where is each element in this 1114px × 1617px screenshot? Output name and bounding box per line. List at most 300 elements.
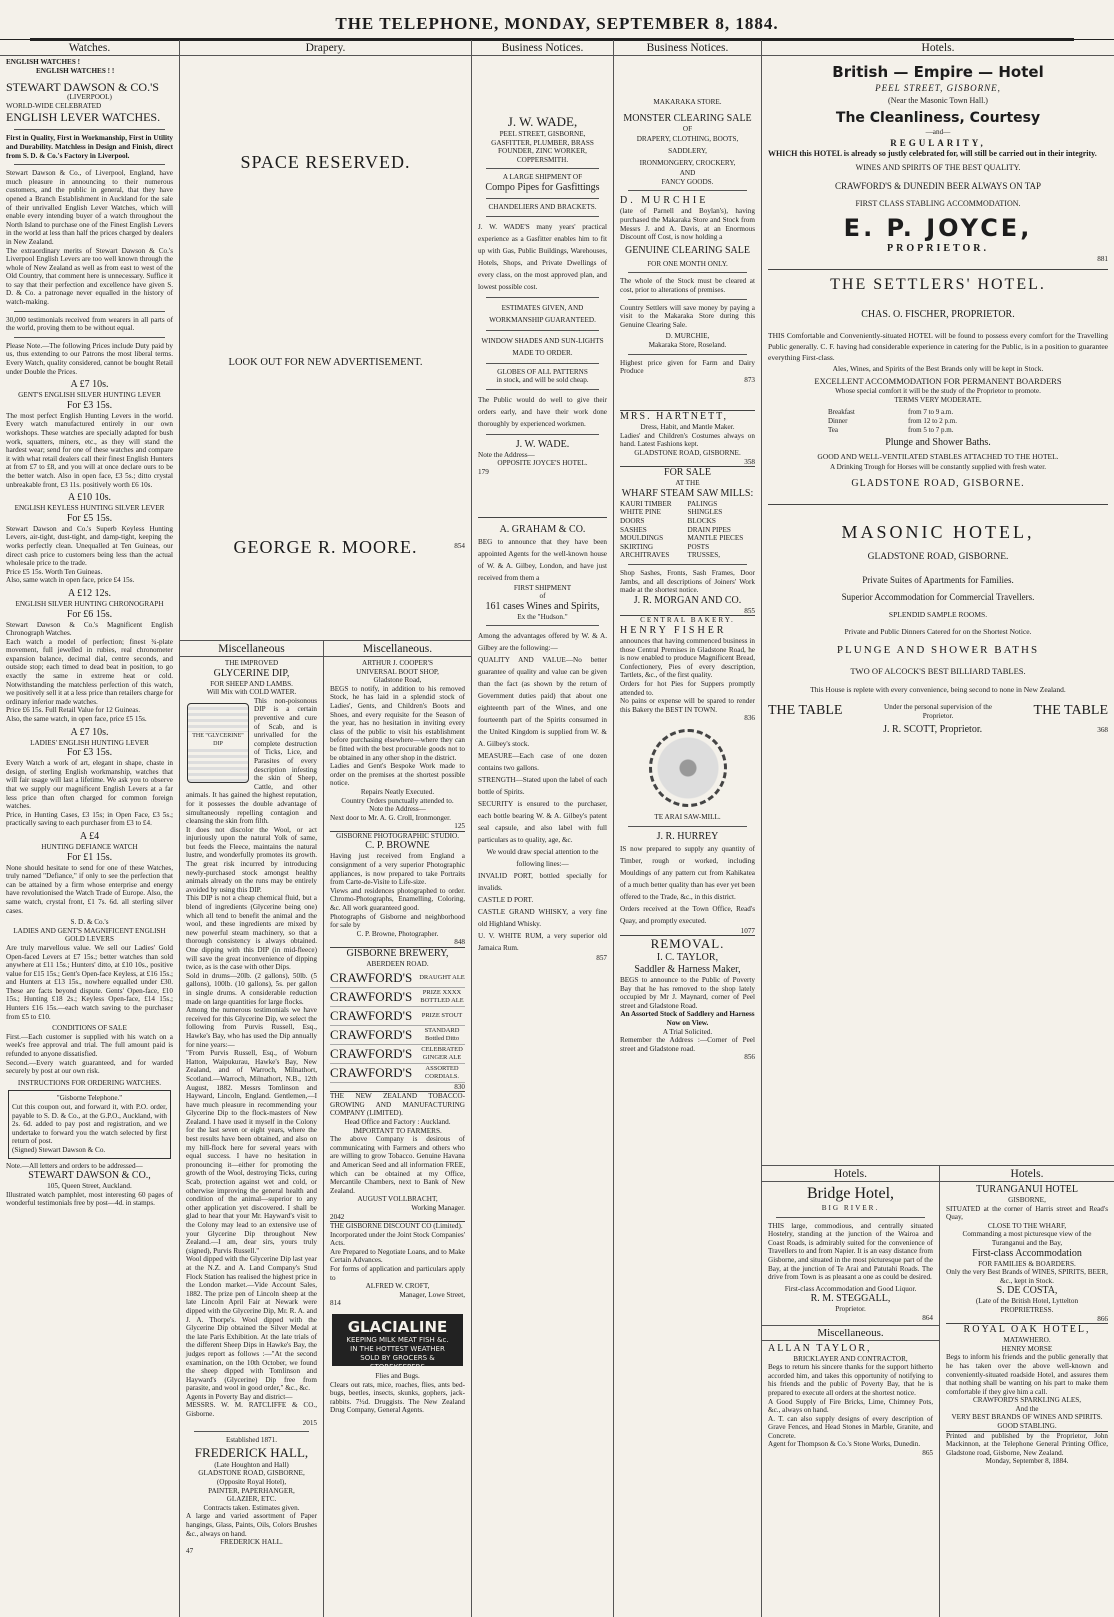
bh-4: First-class Accommodation and Good Liquor. <box>784 1284 917 1293</box>
watches-p6: Stewart Dawson and Co.'s Superb Keyless Hunting Levers, air-tight, dust-tight, and damp-tight, keeping the works perfectly clean. Unequalled at Ten Guineas, our direct cash price to customers being less than the actual wholesale price to the trade. <box>6 524 173 568</box>
ht-4: GLADSTONE ROAD, GISBORNE. <box>634 449 741 458</box>
at-num: 865 <box>922 1449 933 1458</box>
be-8: WINES AND SPIRITS OF THE BEST QUALITY. <box>855 162 1021 172</box>
ht-num: 358 <box>744 457 755 466</box>
watches-for1: For £3 15s. <box>66 399 113 411</box>
timber-item: ARCHITRAVES <box>620 551 670 560</box>
ro-5: CRAWFORD'S SPARKLING ALES, <box>972 1396 1082 1405</box>
beer-name: CRAWFORD'S <box>330 1026 413 1042</box>
cb-2: HENRY FISHER <box>620 624 727 636</box>
coupon-sig: (Signed) Stewart Dawson & Co. <box>12 1145 106 1154</box>
beer-name: CRAWFORD'S <box>330 988 413 1004</box>
be-6: REGULARITY, <box>890 137 986 148</box>
gly-t4: Will Mix with COLD WATER. <box>206 688 297 697</box>
timber-item: WHITE PINE <box>620 508 661 517</box>
meal-time: from 7 to 9 a.m. <box>908 408 954 417</box>
at-3: Begs to return his sincere thanks for the support hitherto accorded him, and takes this opportunity of notifying to his friends and the public of Poverty Bay, that he is prepared to execute all orders at the shortest notice. <box>768 1363 933 1397</box>
mk-1: MAKARAKA STORE. <box>653 98 722 106</box>
watches-p1: Stewart Dawson & Co., of Liverpool, England, have much pleasure in announcing to their numerous customers, and the public in general, that they have opened a Branch Establishment in Auckland for the sale of their unrivalled English Lever Watches, which will enable every intending buyer of a watch throughout the North Island to purchase one of the Finest English Levers in the world at less than half the prices charged by dealers in New Zealand. <box>6 169 173 246</box>
graham-g2: BEG to announce that they have been appointed Agents for the well-known house of W. & A. Gilbey, London, and have just received from them a <box>478 537 607 582</box>
watches-pamph: Illustrated watch pamphlet, most interesting 60 pages of wonderful testimonials free by post—4d. in stamps. <box>6 1190 173 1208</box>
sub2-head: Hotels. <box>940 1166 1114 1182</box>
timber-item: PALINGS <box>687 499 718 508</box>
watches-column-head: Watches. <box>0 40 179 56</box>
wade-l16: OPPOSITE JOYCE'S HOTEL. <box>497 459 588 468</box>
mk-15: D. MURCHIE, <box>665 332 710 341</box>
timber-row <box>620 508 755 517</box>
watches-p9: Every Watch a work of art, elegant in shape, chaste in design, of sterling English workmanship, watches that will fair usage will last a lifetime. We ask you to observe that we supply our magnificent English Levers at a far less price than often charged for common foreign watches. <box>6 759 173 811</box>
hotels-top <box>762 56 1114 737</box>
wade-l6: Compo Pipes for Gasfittings <box>485 181 600 193</box>
watches-h2: ENGLISH WATCHES ! ! <box>36 66 115 75</box>
mk-8: FANCY GOODS. <box>661 177 714 186</box>
graham-g4: of <box>539 592 546 601</box>
ro-4: Begs to inform his friends and the public generally that he has taken over the above well-known and conveniently-situated roadside Hotel, and assures them that nothing shall be wanting on his part to make them comfortable if they give him a call. <box>946 1353 1108 1396</box>
timber-row <box>620 526 755 535</box>
ms-1: MASONIC HOTEL, <box>841 521 1035 542</box>
mk-num: 873 <box>744 375 755 384</box>
ro-7: VERY BEST BRANDS OF WINES AND SPIRITS. <box>951 1413 1103 1422</box>
ms-10: THE TABLE <box>768 703 843 719</box>
beer-row <box>330 1026 465 1045</box>
saw-3: IS now prepared to supply any quantity of Timber, rough or worked, including Mouldings of any pattern cut from Kahikatea of a much better quality than has ever yet been offered to the Trade, &c., in this district. <box>620 844 755 901</box>
saw-num: 1077 <box>740 926 755 935</box>
beer-kind: ASSORTED CORDIALS. <box>424 1064 460 1080</box>
watches-addr2: 105, Queen Street, Auckland. <box>47 1182 132 1191</box>
gly-agents: Agents in Poverty Bay and district— <box>186 1392 293 1401</box>
st-7: TERMS VERY MODERATE. <box>894 395 982 404</box>
saw-2: J. R. HURREY <box>656 830 719 842</box>
saw-4: Orders received at the Town Office, Read's Quay, and promptly executed. <box>620 904 755 925</box>
mk-9: D. MURCHIE <box>620 195 709 207</box>
rm-4: BEGS to announce to the Public of Poverty Bay that he has removed to the shop lately occupied by Mr J. Maynard, corner of Peel street and Gladstone Road. <box>620 976 755 1010</box>
meal-name: Tea <box>828 426 839 435</box>
ro-2: MATAWHERO. <box>1003 1336 1051 1345</box>
ms-12: THE TABLE <box>1033 703 1108 719</box>
ms-4: Superior Accommodation for Commercial Travellers. <box>841 591 1035 602</box>
at-4: A Good Supply of Fire Bricks, Lime, Chimney Pots, &c., always on hand. <box>768 1397 933 1415</box>
tu-9: S. DE COSTA, <box>996 1285 1058 1297</box>
ac-8: Note the Address— <box>369 805 426 814</box>
st-3: THIS Comfortable and Conveniently-situated HOTEL will be found to possess every comfort for the Travelling Public generally. C. F. having had considerable experience in catering for the Public, is in a position to guarantee everything First-class. <box>768 331 1108 363</box>
fs-1: FOR SALE <box>664 467 711 479</box>
mk-11: GENUINE CLEARING SALE <box>625 244 750 256</box>
ms-2: GLADSTONE ROAD, GISBORNE. <box>867 551 1009 562</box>
imprint-date: Monday, September 8, 1884. <box>985 1457 1069 1466</box>
be-1: British — Empire — Hotel <box>832 63 1044 81</box>
graham-g12: We would draw special attention to the following lines:— <box>486 848 599 869</box>
timber-item: MANTLE PIECES <box>687 534 744 543</box>
ms-table-row <box>768 703 1108 720</box>
beer-row <box>330 1007 465 1026</box>
ph-6: C. P. Browne, Photographer. <box>356 929 439 938</box>
watches-price5: A £4 <box>79 830 100 842</box>
timber-row <box>620 534 755 543</box>
misc1-head: Miscellaneous <box>180 641 323 657</box>
fh-est: Established 1871. <box>225 1436 278 1445</box>
wade-l10: WINDOW SHADES AND SUN-LIGHTS MADE TO ORDER. <box>481 336 604 357</box>
business1-head: Business Notices. <box>472 40 613 56</box>
watches-coupon <box>8 1090 171 1158</box>
bh-1: Bridge Hotel, <box>806 1185 895 1202</box>
mk-4: DRAPERY, CLOTHING, BOOTS, <box>636 135 739 144</box>
flies-2: Clears out rats, mice, roaches, flies, ants bed-bugs, beetles, insects, skunks, gophers, jack-rabbits. 7½d. Druggists. The New Zealand Drug Company, General Agents. <box>330 1380 465 1415</box>
ac-1: ARTHUR J. COOPER'S <box>362 659 433 667</box>
watches-price3: A £12 12s. <box>67 587 112 599</box>
ro-6: And the <box>1015 1404 1039 1413</box>
mk-12: FOR ONE MONTH ONLY. <box>647 259 728 268</box>
beer-name: CRAWFORD'S <box>330 1064 413 1080</box>
be-2: PEEL STREET, GISBORNE, <box>875 83 1001 93</box>
ac-num: 125 <box>454 822 465 831</box>
beer-row <box>330 1064 465 1083</box>
be-10: FIRST CLASS STABLING ACCOMMODATION. <box>855 198 1021 208</box>
watches-firm: STEWART DAWSON & CO.'S <box>6 80 159 95</box>
watches-name2: ENGLISH KEYLESS HUNTING SILVER LEVER <box>14 504 165 513</box>
masthead <box>0 0 1114 40</box>
mk-7: AND <box>679 169 696 178</box>
at-2: BRICKLAYER AND CONTRACTOR, <box>793 1354 908 1363</box>
st-4: Ales, Wines, and Spirits of the Best Brands only will be kept in Stock. <box>832 364 1044 374</box>
fs-5: J. R. MORGAN AND CO. <box>633 594 742 606</box>
st-1: THE SETTLERS' HOTEL. <box>830 276 1046 294</box>
watches-price4: A £7 10s. <box>70 726 109 738</box>
timber-item: KAURI TIMBER <box>620 499 672 508</box>
watches-p6c: Also, same watch in open face, price £4 15s. <box>6 576 135 585</box>
flies-1: Flies and Bugs. <box>375 1372 420 1381</box>
graham-g13: INVALID PORT, bottled specially for invalids. <box>478 872 607 893</box>
wade-l3: FOUNDER, ZINC WORKER, <box>498 147 587 156</box>
watches-h1: ENGLISH WATCHES ! <box>6 58 81 66</box>
graham-g3: FIRST SHIPMENT <box>513 583 572 592</box>
watches-p9b: Price, in Hunting Cases, £3 15s; in Open Face, £3 5s.; practically saving to each purchaser from £3 to £4. <box>6 810 173 828</box>
br-num: 830 <box>454 1082 465 1091</box>
graham-g6: Ex the "Hudson." <box>517 612 568 621</box>
st-11: GLADSTONE ROAD, GISBORNE. <box>851 477 1025 489</box>
timber-row <box>620 551 755 560</box>
timber-list <box>620 500 755 560</box>
wade-l7: CHANDELIERS AND BRACKETS. <box>488 202 597 211</box>
brewery-1: GISBORNE BREWERY, <box>346 948 449 959</box>
glycerine-ad <box>180 657 323 1557</box>
ms-8: TWO OF ALCOCK'S BEST BILLIARD TABLES. <box>850 665 1026 676</box>
cb-1: CENTRAL BAKERY. <box>640 616 735 625</box>
ac-3: Gladstone Road, <box>373 676 422 685</box>
wade-l13: The Public would do well to give their orders early, and have their work done thoroughly by experienced workmen. <box>478 395 607 428</box>
watches-p11: Are truly marvellous value. We sell our Ladies' Gold Open-faced Levers at £7 15s.; better watches than sold anywhere at £11 15s.; Hunters' ditto, at £10 10s., positive value for £15 15s.; Gent's Open-face Keyless, at £16 15s.; and Hunters at £13 15s., nowhere equalled under £30. These are facts beyond dispute. Gents' Open-face, £10 15s.; Hunting £18 2s.; Keyless Open-face, £14 15s.; Hunters £16 15s.—each watch saving to the purchaser from £5 to £10. <box>6 943 173 1021</box>
cb-3: announces that having commenced business in those Central Premises in Gladstone Road, he is now enabled to produce Magnificent Bread, Confectionery, Pies of every description, Tartlets, &c., of the first quality. <box>620 636 755 680</box>
tu-10: (Late of the British Hotel, Lyttelton <box>975 1297 1079 1306</box>
watches-price2: A £10 10s. <box>67 492 112 504</box>
graham-g11: SECURITY is ensured to the purchaser, each bottle bearing W. & A. Gilbey's patent seal capsule, and also label with full particulars as to quality, age, &c. <box>478 800 607 845</box>
wade-num: 179 <box>478 467 489 476</box>
watches-addr1: STEWART DAWSON & CO., <box>28 1170 151 1182</box>
at-6: Agent for Thompson & Co.'s Stone Works, Dunedin. <box>768 1440 921 1449</box>
gla-1: GLACIALINE <box>347 1318 448 1337</box>
graham-g15: CASTLE GRAND WHISKY, a very fine old Highland Whisky. <box>478 908 607 929</box>
ms-13: J. R. SCOTT, Proprietor. <box>883 724 983 736</box>
beer-kind: CELEBRATED GINGER ALE <box>421 1045 463 1061</box>
be-9: CRAWFORD'S & DUNEDIN BEER ALWAYS ON TAP <box>834 180 1042 191</box>
ms-11: Under the personal supervision of the Proprietor. <box>884 702 992 720</box>
wade-l9: ESTIMATES GIVEN, AND WORKMANSHIP GUARANTEED. <box>489 303 596 324</box>
watches-celebrated: WORLD-WIDE CELEBRATED <box>6 101 102 110</box>
cb-4: Orders for hot Pies for Suppers promptly attended to. <box>620 679 755 697</box>
watches-p5: The most perfect English Hunting Levers in the world. Every watch manufactured entirely in our own workshops. These watches are specially adapted for bush work, squatters, miners, etc., as they will stand the hardest wear; send for one of these watches and compare it with what retail dealers call their finest English Hunters at from £7 to £8, and you will at once declare ours to be the better watch. Also in open face, £3 5s.; ditto crystal unbreakable front, £3 11s. positively worth £6 10s. <box>6 411 173 489</box>
gly-num: 2015 <box>302 1418 317 1427</box>
fh-road: GLADSTONE ROAD, GISBORNE, <box>198 1469 305 1478</box>
tob-6: Working Manager. <box>411 1203 465 1212</box>
ac-9: Next door to Mr. A. G. Croll, Ironmonger. <box>330 813 451 822</box>
beer-name: CRAWFORD'S <box>330 1045 413 1061</box>
tin-label: THE "GLYCERINE" DIP <box>188 732 248 749</box>
meal-time: from 5 to 7 p.m. <box>908 426 954 435</box>
timber-row <box>620 517 755 526</box>
gly-t1: THE IMPROVED <box>224 659 279 667</box>
wade-name: J. W. WADE, <box>507 114 578 129</box>
ac-6: Repairs Neatly Executed. <box>360 787 435 796</box>
watches-name1: GENT'S ENGLISH SILVER HUNTING LEVER <box>18 391 161 400</box>
space-reserved: SPACE RESERVED. <box>240 152 411 172</box>
watches-price1: A £7 10s. <box>70 379 109 391</box>
beer-name: CRAWFORD'S <box>330 969 413 985</box>
watches-cond: CONDITIONS OF SALE <box>52 1024 127 1033</box>
coupon-head: "Gisborne Telephone." <box>56 1094 123 1103</box>
watches-p8b: Price £6 15s. Full Retail Value for 12 Guineas. <box>6 706 141 715</box>
timber-item: DRAIN PIPES <box>687 525 731 534</box>
graham-num: 857 <box>596 954 607 963</box>
watches-for2: For £5 15s. <box>66 512 113 524</box>
business2-ads <box>614 56 761 1064</box>
wade-l15: Note the Address— <box>478 450 535 459</box>
imprint: Printed and published by the Proprietor, John Mackinnon, at the Telephone General Printing Office, Gladstone road, Gisborne, New Zealand. <box>946 1431 1108 1457</box>
fh-opp: (Opposite Royal Hotel), <box>216 1478 287 1487</box>
wade-l8: J. W. WADE'S many years' practical experience as a Gasfitter enables him to fit up with Gas, Public Buildings, Warehouses, Hotels, Shops, and Private Dwellings of every class, on the most approved plan, and lowest possible cost. <box>478 222 607 291</box>
gly-body3: This DIP is not a cheap chemical fluid, but a blend of ingredients (Glycerine being one) which all tend to benefit the animal and the wool, and these ingredients are mixed by new powerful steam machinery, so that a thorough consistency is always obtained. One dipping with this DIP (in mid-fleece) will save the great inconvenience of dipping twice, as is the case with other Dips. <box>186 894 317 972</box>
gly-t2: GLYCERINE DIP, <box>213 667 290 679</box>
fs-4: Shop Sashes, Fronts, Sash Frames, Door Jambs, and all descriptions of Joiners' Work made at the shortest notice. <box>620 569 755 595</box>
misc2-column <box>324 640 472 1617</box>
rm-7: Remember the Address :—Corner of Peel street and Gladstone road. <box>620 1036 755 1053</box>
hotels-column <box>762 40 1114 1617</box>
ac-2: UNIVERSAL BOOT SHOP, <box>356 667 439 676</box>
business2-column <box>614 40 762 1617</box>
mk-14: Country Settlers will save money by paying a visit to the Makaraka Store during this Genuine Clearing Sale. <box>620 303 755 329</box>
wade-l2: GASFITTER, PLUMBER, BRASS <box>491 138 594 147</box>
tob-4: The above Company is desirous of communicating with Farmers and others who are willing to grow Tobacco. Genuine Havana and American Seed and all information FREE, which can be obtained at my Office, Mercantile Chambers, next to Bank of New Zealand. <box>330 1135 465 1195</box>
st-6: Whose special comfort it will be the study of the Proprietor to promote. <box>835 387 1041 396</box>
ph-4: Views and residences photographed to order. Chromo-Photographs, Enamelling, Coloring, &c. All work guaranteed good. <box>330 886 465 913</box>
rm-5: An Assorted Stock of Saddlery and Harness Now on View. <box>620 1010 755 1028</box>
graham-g8: QUALITY AND VALUE—No better guarantee of quality and value can be given than the fact (as shown by the return of Government duties paid) that about one eighteenth part of the Wines, and one fourteenth part of the Spirits consumed in the United Kingdom is supplied from W. & A. Gilbey's stock. <box>478 656 607 749</box>
graham-g14: CASTLE D PORT. <box>478 896 534 905</box>
fh-glazier: GLAZIER, ETC. <box>226 1495 277 1504</box>
st-8: Plunge and Shower Baths. <box>885 437 991 449</box>
be-4: The Cleanliness, Courtesy <box>835 110 1041 126</box>
watches-name6: LADIES AND GENT'S MAGNIFICENT ENGLISH GOLD LEVERS <box>13 926 166 944</box>
cb-5: No pains or expense will be spared to render this Bakery the BEST IN TOWN. <box>620 697 755 714</box>
watches-quality: First in Quality, First in Workmanship, First in Utility and Durability. Matchless in Design and Finish, direct from S. D. & Co.'s Factory in Liverpool. <box>6 134 173 160</box>
watches-ad <box>0 56 179 1210</box>
watches-lever: ENGLISH LEVER WATCHES. <box>6 110 161 125</box>
fs-num: 855 <box>744 606 755 615</box>
sub1-head: Hotels. <box>762 1166 939 1182</box>
graham-g10: STRENGTH—Stated upon the label of each bottle of Spirits. <box>478 776 607 797</box>
wade-l12: in stock, and will be sold cheap. <box>496 376 589 385</box>
george-moore: GEORGE R. MOORE. <box>233 537 418 557</box>
watches-p4: Please Note.—The following Prices include Duty paid by us, thus extending to our Patrons the most liberal terms. Every Watch, quality considered, cannot be bought Retail under Double the Prices. <box>6 341 173 376</box>
tob-2: Head Office and Factory : Auckland. <box>344 1117 451 1126</box>
watches-for4: For £3 15s. <box>66 747 113 759</box>
misc-subhead: Miscellaneous. <box>762 1325 939 1341</box>
gly-body1: This non-poisonous DIP is a certain preventive and cure of Scab, and is unrivalled for the complete destruction of Ticks, Lice, and Parasites of every description infesting the skin of Sheep, Cattle, and other animals. It has gained the highest reputation, for it possesses the double advantage of simultaneously repelling contagion and cleansing the skin from filth. <box>186 696 317 826</box>
fh-num: 47 <box>186 1546 194 1555</box>
ht-1: MRS. HARTNETT, <box>620 411 729 423</box>
rm-2: I. C. TAYLOR, <box>656 952 719 964</box>
wade-l14: J. W. WADE. <box>515 438 570 450</box>
ms-7: PLUNGE AND SHOWER BATHS <box>836 643 1040 656</box>
ro-3: HENRY MORSE <box>1001 1344 1053 1353</box>
meal-time: from 12 to 2 p.m. <box>908 417 957 426</box>
business1-ads <box>472 56 613 965</box>
watches-p8: Each watch a model of perfection; finest ¾-plate movement, full jewelled in rubies, real chronometer expansion balance, decimal dial, centre seconds, and outside stop; each timed to dead beat in position, to go exactly the same in extreme heat or cold. Notwithstanding the matchless perfection of this watch, we positively sell it at a less price than retailers charge for ordinary inferior made watches. <box>6 637 173 706</box>
rm-3: Saddler & Harness Maker, <box>634 964 741 976</box>
misc2-ads <box>324 657 471 1310</box>
timber-item: SKIRTING <box>620 542 654 551</box>
dc-5: ALFRED W. CROFT, <box>365 1282 430 1291</box>
watches-for5: For £1 15s. <box>66 851 113 863</box>
be-3: (Near the Masonic Town Hall.) <box>888 96 988 105</box>
be-11: E. P. JOYCE, <box>843 213 1033 242</box>
mk-3: OF <box>682 124 693 133</box>
ms-num: 368 <box>1097 726 1108 735</box>
tu-num: 866 <box>1097 1314 1108 1323</box>
glycerine-tin-illustration <box>187 703 249 783</box>
at-5: A. T. can also supply designs of every description of Grave Fences, and Head Stones in Marble, Granite, and Concrete. <box>768 1414 933 1440</box>
ph-3: Having just received from England a consignment of a very superior Photographic appliances, is now prepared to take Portraits from Carte-de-Visite to Life-size. <box>330 852 465 887</box>
lookout: LOOK OUT FOR NEW ADVERTISEMENT. <box>228 357 423 368</box>
gly-body2: It does not discolor the Wool, or act injuriously upon the natural Yolk of same, but feeds the Fleece, maintains the natural lustre, and wonderfully promotes its growth. The great risk incurred by introducing newly-purchased stock amongst healthy animals already on the runs may be entirely avoided by using this DIP. <box>186 825 317 894</box>
tu-2: GISBORNE, <box>1008 1196 1046 1204</box>
bh-5: R. M. STEGGALL, <box>810 1293 891 1305</box>
fh-sig: FREDERICK HALL. <box>220 1538 283 1547</box>
watches-p6b: Price £5 15s. Worth Ten Guineas. <box>6 567 103 576</box>
graham-g5: 161 cases Wines and Spirits, <box>485 600 600 612</box>
timber-item: SASHES <box>620 525 647 534</box>
ms-3: Private Suites of Apartments for Families. <box>862 574 1014 585</box>
tob-3: IMPORTANT TO FARMERS. <box>353 1126 442 1135</box>
fs-3: WHARF STEAM SAW MILLS: <box>621 487 754 499</box>
gly-body4: Sold in drums—20lb. (2 gallons), 50lb. (5 gallons), 100lb. (10 gallons), 5s. per gallon in single drums. A considerable reduction made on large quantities for large flocks. <box>186 971 317 1006</box>
meal-name: Dinner <box>828 417 848 426</box>
graham-g9: MEASURE—Each case of one dozen contains two gallons. <box>478 752 607 773</box>
tob-num: 2042 <box>330 1212 345 1221</box>
dc-6: Manager, Lowe Street, <box>399 1290 465 1299</box>
tu-1: TURANGANUI HOTEL <box>976 1184 1078 1195</box>
wade-l1: PEEL STREET, GISBORNE, <box>499 130 586 138</box>
beer-name: CRAWFORD'S <box>330 1007 413 1023</box>
tu-6: First-class Accommodation <box>972 1247 1082 1259</box>
coupon-body: Cut this coupon out, and forward it, with P.O. order, payable to S. D. & Co., at the G.P.O., Auckland, with 2s. 6d. added to pay post and registration, and we undertake to forward you the watch selected by first return of post. <box>12 1103 167 1146</box>
mk-13: The whole of the Stock must be cleared at cost, prior to alterations of premises. <box>620 277 755 294</box>
beer-kind: PRIZE STOUT <box>421 1011 463 1019</box>
be-num: 881 <box>1097 254 1108 263</box>
ph-1: GISBORNE PHOTOGRAPHIC STUDIO. <box>335 831 460 840</box>
fh-late: (Late Houghton and Hall) <box>214 1460 289 1469</box>
be-12: PROPRIETOR. <box>887 242 989 254</box>
bh-3: THIS large, commodious, and centrally situated Hostelry, standing at the junction of the Wairoa and Coast Roads, is admirably suited for the convenience of Travellers to and from Napier. It is an easy distance from Gisborne, and situated in the most picturesque part of the Bay, at the junction of Te Arai and Patutahi Roads. The drive from Town is as pleasant a one as could be desired. <box>768 1221 933 1282</box>
dc-2: Incorporated under the Joint Stock Companies' Acts. <box>330 1230 465 1248</box>
watches-column <box>0 40 180 1617</box>
gla-2: KEEPING MILK MEAT FISH &c. <box>346 1336 449 1345</box>
business1-column <box>472 40 614 1617</box>
meal-row <box>828 408 998 417</box>
tob-1: THE NEW ZEALAND TOBACCO-GROWING AND MANUFACTURING COMPANY (LIMITED). <box>330 1092 465 1118</box>
hotels-sub-right <box>940 1165 1114 1617</box>
timber-row <box>620 500 755 509</box>
graham-g7: Among the advantages offered by W. & A. Gilbey are the following:— <box>478 632 607 653</box>
timber-item: MOULDINGS <box>620 534 664 543</box>
mk-5: SADDLERY, <box>668 147 707 156</box>
ph-5: Photographs of Gisborne and neighborhood for sale by <box>330 912 465 930</box>
tu-5: Commanding a most picturesque view of the Turanganui and the Bay, <box>962 1230 1092 1247</box>
beer-row <box>330 988 465 1007</box>
fh-trade: PAINTER, PAPERHANGER, <box>208 1486 295 1495</box>
gly-body5: Among the numerous testimonials we have received for this Glycerine Dip, we select the following from Purvis Russell, Esq., Hawke's Bay, who has used the Dip annually for nine years:— <box>186 1006 317 1049</box>
timber-item: SHINGLES <box>687 508 723 517</box>
graham-g16: U. V. WHITE RUM, a very superior old Jamaica Rum. <box>478 932 607 953</box>
drapery-column <box>180 40 472 640</box>
at-1: ALLAN TAYLOR, <box>768 1342 872 1354</box>
tu-11: PROPRIETRESS. <box>1000 1305 1054 1314</box>
gly-body6: "From Purvis Russell, Esq., of Woburn Hatton, Waipukurau, Hawke's Bay, New Zealand, and of Warroch, Milnathort, Scotland.—Warroch, Milnathort, N.B., 12th August, 1882. Messrs Tomlinson and Hayward, Lincoln, England. Gentlemen,—I have much pleasure in recommending your Glycerine Dip to the flock-masters of New Zealand. I have used it myself in the Colony for the last seven or eight years, where the best results have been obtained, and also on my hill-flock here for several years with equal success. I have no hesitation in pronouncing it—either for promoting the growth of the Wool, destroying Ticks, curing Scab, protection against wet and cold, or otherwise improving the general health and condition of the animal—superior to any other application yet discovered. I shall be glad to hear that your Mr. Hayward's visit to the Colony may lead to an extensive use of your Glycerine Dip throughout New Zealand.—I am, dear sirs, yours truly (signed), Purvis Russell." <box>186 1049 317 1255</box>
wade-l11: GLOBES OF ALL PATTERNS <box>497 367 588 376</box>
watches-p2: The extraordinary merits of Stewart Dawson & Co.'s Liverpool English Levers are too well known through the whole of New Zealand as well as from east to west of the Old Country, that comment here is unnecessary. Suffice it to say that their perfection and excellence have given S. D. & Co. a patronage never equalled in the history of watch-making. <box>6 246 173 307</box>
wade-l5: A LARGE SHIPMENT OF <box>502 173 583 182</box>
watches-p13: Second.—Every watch guaranteed, and for warded securely by post at our own risk. <box>6 1058 173 1076</box>
beer-kind: STANDARD Bottled Ditto <box>424 1026 460 1042</box>
ht-3: Ladies' and Children's Costumes always on hand. Latest Fashions kept. <box>620 431 755 449</box>
ac-5: Ladies and Gent's Bespoke Work made to order on the premises at the shortest possible notice. <box>330 762 465 788</box>
gla-3: IN THE HOTTEST WEATHER <box>350 1345 445 1354</box>
saw-1: TE ARAI SAW-MILL. <box>654 812 721 821</box>
ht-2: Dress, Habit, and Mantle Maker. <box>640 423 735 432</box>
ms-9: This House is replete with every convenience, being second to none in New Zealand. <box>810 684 1066 694</box>
graham-name: A. GRAHAM & CO. <box>499 523 586 535</box>
watches-p3: 30,000 testimonials received from wearers in all parts of the world, proving them to be without equal. <box>6 315 173 333</box>
watches-for3: For £6 15s. <box>66 608 113 620</box>
mk-10: (late of Parnell and Boylan's), having purchased the Makaraka Store and Stock from Messrs J. and A. Davis, at an Enormous Discount off Cost, is now holding a <box>620 207 755 242</box>
st-5: EXCELLENT ACCOMMODATION FOR PERMANENT BOARDERS <box>814 376 1062 387</box>
tob-5: AUGUST VOLLBRACHT, <box>357 1195 438 1204</box>
ph-2: C. P. BROWNE <box>365 840 430 852</box>
ac-4: BEGS to notify, in addition to his removed Stock, he has laid in a splendid stock of Ladies', Gents, and Children's Boots and Shoes, and every requisite for the Season of the year, has no hesitation in inviting every class of the public to visit his establishment before purchasing elsewhere—where they can be fitted with the best procurable goods not to be obtained in any other shop in the district. <box>330 684 465 762</box>
ac-7: Country Orders punctually attended to. <box>341 796 454 805</box>
fh-contracts: Contracts taken. Estimates given. <box>203 1503 300 1512</box>
misc1-column <box>180 640 324 1617</box>
beer-row <box>330 1045 465 1064</box>
bh-num: 864 <box>922 1313 933 1322</box>
watches-instr: INSTRUCTIONS FOR ORDERING WATCHES. <box>17 1078 162 1087</box>
hotels-sub-left <box>762 1165 940 1617</box>
watches-name5: HUNTING DEFIANCE WATCH <box>41 842 138 851</box>
gla-4: SOLD BY GROCERS & STOREKEEPERS <box>360 1354 435 1372</box>
beer-kind: DRAUGHT ALE <box>419 973 465 981</box>
misc2-head: Miscellaneous. <box>324 641 471 657</box>
dc-1: THE GISBORNE DISCOUNT CO (Limited). <box>330 1222 463 1231</box>
glacialine-banner <box>332 1314 463 1372</box>
watches-sd: S. D. & Co.'s <box>70 918 109 927</box>
